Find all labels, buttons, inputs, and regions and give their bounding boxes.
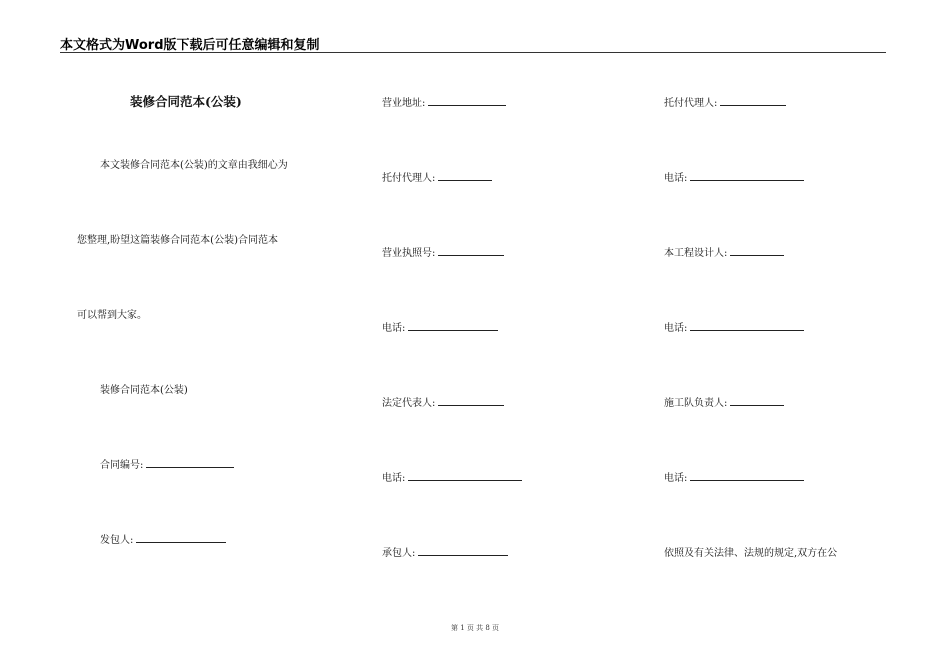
- blank-line: [720, 96, 786, 106]
- blank-line: [438, 171, 492, 181]
- blank-line: [146, 458, 234, 468]
- agent-field: 托付代理人:: [664, 94, 786, 109]
- blank-line: [730, 246, 784, 256]
- contract-number-field: 合同编号:: [100, 456, 234, 471]
- intro-line-1: 本文装修合同范本(公装)的文章由我细心为: [100, 160, 288, 171]
- document-title: 装修合同范本(公装): [130, 94, 242, 109]
- phone-field: 电话:: [382, 319, 498, 334]
- blank-line: [438, 396, 504, 406]
- blank-line: [408, 321, 498, 331]
- phone-field: 电话:: [664, 469, 804, 484]
- business-address-field: 营业地址:: [382, 94, 506, 109]
- contractor-field: 承包人:: [382, 544, 508, 559]
- construction-lead-field: 施工队负责人:: [664, 394, 784, 409]
- blank-line: [418, 546, 508, 556]
- blank-line: [438, 246, 504, 256]
- phone-field: 电话:: [382, 469, 522, 484]
- blank-line: [136, 533, 226, 543]
- blank-line: [690, 171, 804, 181]
- contract-subtitle: 装修合同范本(公装): [100, 385, 188, 396]
- blank-line: [730, 396, 784, 406]
- blank-line: [690, 471, 804, 481]
- designer-field: 本工程设计人:: [664, 244, 784, 259]
- intro-line-2: 您整理,盼望这篇装修合同范本(公装)合同范本: [77, 235, 278, 246]
- phone-field: 电话:: [664, 169, 804, 184]
- agent-field: 托付代理人:: [382, 169, 492, 184]
- intro-line-3: 可以帮到大家。: [77, 310, 147, 321]
- blank-line: [428, 96, 506, 106]
- header-divider: [60, 52, 886, 53]
- legal-basis-line: 依照及有关法律、法规的规定,双方在公: [664, 548, 838, 559]
- blank-line: [690, 321, 804, 331]
- header-title: 本文格式为Word版下载后可任意编辑和复制: [60, 38, 320, 53]
- legal-representative-field: 法定代表人:: [382, 394, 504, 409]
- business-license-field: 营业执照号:: [382, 244, 504, 259]
- employer-field: 发包人:: [100, 531, 226, 546]
- page-number: 第 1 页 共 8 页: [450, 624, 500, 632]
- blank-line: [408, 471, 522, 481]
- phone-field: 电话:: [664, 319, 804, 334]
